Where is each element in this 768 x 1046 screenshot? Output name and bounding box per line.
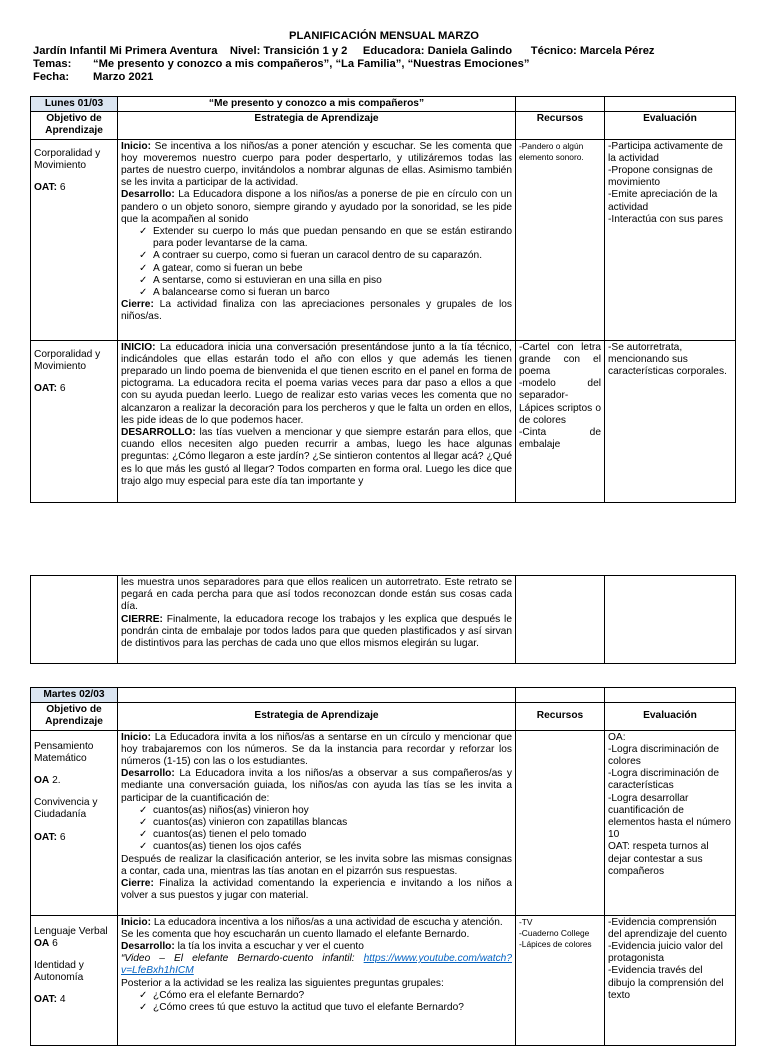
empty-cell [118, 688, 516, 703]
list-item: ✓ cuantos(as) vinieron con zapatillas blancas [139, 817, 512, 829]
list-item: ✓ cuantos(as) tienen el pelo tomado [139, 829, 512, 841]
col-recursos: Recursos [516, 112, 605, 139]
list-item: ✓ ¿Cómo crees tú que estuvo la actitud que tuvo el elefante Bernardo? [139, 1002, 512, 1014]
empty-cell [31, 576, 118, 664]
header-info-line: Jardín Infantil Mi Primera Aventura Nivel: Transición 1 y 2 Educadora: Daniela Galindo Técnico: Marcela Pérez [33, 45, 655, 57]
checklist [139, 990, 512, 1014]
list-item: ✓ cuantos(as) niños(as) vinieron hoy [139, 805, 512, 817]
list-item: ✓ A balancearse como si fueran un barco [139, 287, 512, 299]
day1-date: Lunes 01/03 [31, 97, 118, 112]
objective-cell: Corporalidad y Movimiento OAT: 6 [31, 139, 118, 340]
strategy-cell: INICIO: La educadora inicia una conversación presentándose junto a la tía técnico, indicándoles que ellas estarán todo el año con ellos y que además les tienen preparado un lindo poema de bienvenida el que tienen escrito en el panel en forma de pictograma. La educadora recita el poema varias veces para dar paso a ellos a que con su ayuda puedan leerlo. Luego de realizar esto varias veces les comenta que no alcanzaron a realizar la decoración para los percheros y que le falta un orden en ellos, les pide ideas de lo que podemos hacer. DESARROLLO: las tías vuelven a mencionar y que siempre estarán para ellos, que cuando ellos necesiten algo pueden recurrir a ambas, luego les hace algunas preguntas: ¿Cómo llegaron a este jardín? ¿Se sintieron contentos al llegar acá? ¿Qué es lo que más les gustó al llegar? Todos comparten en forma oral. Luego les dice que trajo algo muy especial para este día tan importante y [118, 340, 516, 502]
checklist [139, 805, 512, 854]
list-item: ✓ A sentarse, como si estuvieran en una silla en piso [139, 275, 512, 287]
col-evaluacion: Evaluación [605, 112, 736, 139]
resources-cell: -TV -Cuaderno College -Lápices de colores [516, 915, 605, 1045]
list-item: ✓ cuantos(as) tienen los ojos cafés [139, 841, 512, 853]
objective-cell: Corporalidad y Movimiento OAT: 6 [31, 340, 118, 502]
day2-date: Martes 02/03 [31, 688, 118, 703]
strategy-cell: Inicio: La Educadora invita a los niños/as a sentarse en un círculo y mencionar que hoy trabajaremos con los números. Se da la instancia para recordar y reforzar los números (1-15) con las o los estudiantes. Desarrollo: La Educadora invita a los niños/as a observar a sus compañeros/as y mediante una conversación guiada, los niños/as con ayuda las tías se les invita a participar de la cuantificación de: ✓ cuantos(as) niños(as) vinieron hoy ✓ cuantos(as) vinieron con zapatillas blancas ✓ cuantos(as) tienen el pelo tomado ✓ cuantos(as) tienen los ojos cafés Después de realizar la clasificación anterior, se les invita sobre las mismas consignas a contar, cada una, mientras las tías anotan en el pizarrón sus respuestas. Cierre: Finaliza la actividad comentando la experiencia e invitando a los niños a volver a sus puestos y jugar con material. [118, 730, 516, 915]
day1-table [30, 96, 736, 503]
strategy-cell: Inicio: La educadora incentiva a los niños/as a una actividad de escucha y atención. Se les comenta que hoy escucharán un cuento llamado el elefante Bernardo. Desarrollo: la tía los invita a escuchar y ver el cuento “Video – El elefante Bernardo-cuento infantil: https://www.youtube.com/watch?v=LfeBxh1hICM Posterior a la actividad se les realiza las siguientes preguntas grupales: ✓ ¿Cómo era el elefante Bernardo? ✓ ¿Cómo crees tú que estuvo la actitud que tuvo el elefante Bernardo? [118, 915, 516, 1045]
empty-cell [516, 97, 605, 112]
list-item: ✓ A contraer su cuerpo, como si fueran un caracol dentro de su caparazón. [139, 250, 512, 262]
header-fecha: Fecha: Marzo 2021 [33, 71, 154, 83]
evaluation-cell: -Evidencia comprensión del aprendizaje del cuento -Evidencia juicio valor del protagonista -Evidencia través del dibujo la comprensión del texto [605, 915, 736, 1045]
resources-cell [516, 730, 605, 915]
col-recursos: Recursos [516, 703, 605, 730]
document-title: PLANIFICACIÓN MENSUAL MARZO [289, 30, 479, 42]
evaluation-cell: OA: -Logra discriminación de colores -Logra discriminación de características -Logra desarrollar cuantificación de elementos hasta el número 10 OAT: respeta turnos al dejar contestar a sus compañeros [605, 730, 736, 915]
list-item: ✓ A gatear, como si fueran un bebe [139, 263, 512, 275]
evaluation-cell: -Participa activamente de la actividad -Propone consignas de movimiento -Emite apreciación de la actividad -Interactúa con sus pares [605, 139, 736, 340]
day1-continued-table [30, 575, 736, 664]
day2-table [30, 687, 736, 1046]
checklist [139, 226, 512, 299]
strategy-cell: Inicio: Se incentiva a los niños/as a poner atención y escuchar. Se les comenta que hoy moveremos nuestro cuerpo para poder despertarlo, y utilizáremos todas las partes de nuestro cuerpo, invitándolos a nombrar algunas de ellas. Asimismo también se les invita a participar de la actividad. Desarrollo: La Educadora dispone a los niños/as a ponerse de pie en círculo con un pandero o un objeto sonoro, siempre girando y ayudado por la sonoridad, se les pide que la acompañen al sonido ✓ Extender su cuerpo lo más que puedan pensando en que se están estirando para poder levantarse de la cama. ✓ A contraer su cuerpo, como si fueran un caracol dentro de su caparazón. ✓ A gatear, como si fueran un bebe ✓ A sentarse, como si estuvieran en una silla en piso ✓ A balancearse como si fueran un barco Cierre: La actividad finaliza con las apreciaciones personales y grupales de los niños/as. [118, 139, 516, 340]
empty-cell [516, 688, 605, 703]
empty-cell [605, 576, 736, 664]
empty-cell [516, 576, 605, 664]
resources-cell: -Cartel con letra grande con el poema -modelo del separador- Lápices scriptos o de colores -Cinta de embalaje [516, 340, 605, 502]
objective-cell: Lenguaje Verbal OA 6 Identidad y Autonomía OAT: 4 [31, 915, 118, 1045]
list-item: ✓ Extender su cuerpo lo más que puedan pensando en que se están estirando para poder levantarse de la cama. [139, 226, 512, 250]
col-objetivo: Objetivo de Aprendizaje [31, 703, 118, 730]
header-temas: Temas: “Me presento y conozco a mis compañeros”, “La Familia”, “Nuestras Emociones” [33, 58, 530, 70]
col-evaluacion: Evaluación [605, 703, 736, 730]
objective-cell: Pensamiento Matemático OA 2. Convivencia y Ciudadanía OAT: 6 [31, 730, 118, 915]
list-item: ✓ ¿Cómo era el elefante Bernardo? [139, 990, 512, 1002]
strategy-cell: les muestra unos separadores para que ellos realicen un autorretrato. Este retrato se pegará en cada percha para que así todos reconozcan donde están sus cosas cada día. CIERRE: Finalmente, la educadora recoge los trabajos y les explica que después le pondrán cinta de embalaje por todos lados para que queden plastificados y así sirvan de distintivos para las perchas de cada uno que ellos mismos elegirán su lugar. [118, 576, 516, 664]
video-link[interactable]: https://www.youtube.com/watch?v=LfeBxh1hICM [121, 953, 512, 977]
empty-cell [605, 688, 736, 703]
evaluation-cell: -Se autorretrata, mencionando sus características corporales. [605, 340, 736, 502]
col-estrategia: Estrategia de Aprendizaje [118, 112, 516, 139]
col-objetivo: Objetivo de Aprendizaje [31, 112, 118, 139]
empty-cell [605, 97, 736, 112]
resources-cell: -Pandero o algún elemento sonoro. [516, 139, 605, 340]
col-estrategia: Estrategia de Aprendizaje [118, 703, 516, 730]
day1-theme: “Me presento y conozco a mis compañeros” [118, 97, 516, 112]
